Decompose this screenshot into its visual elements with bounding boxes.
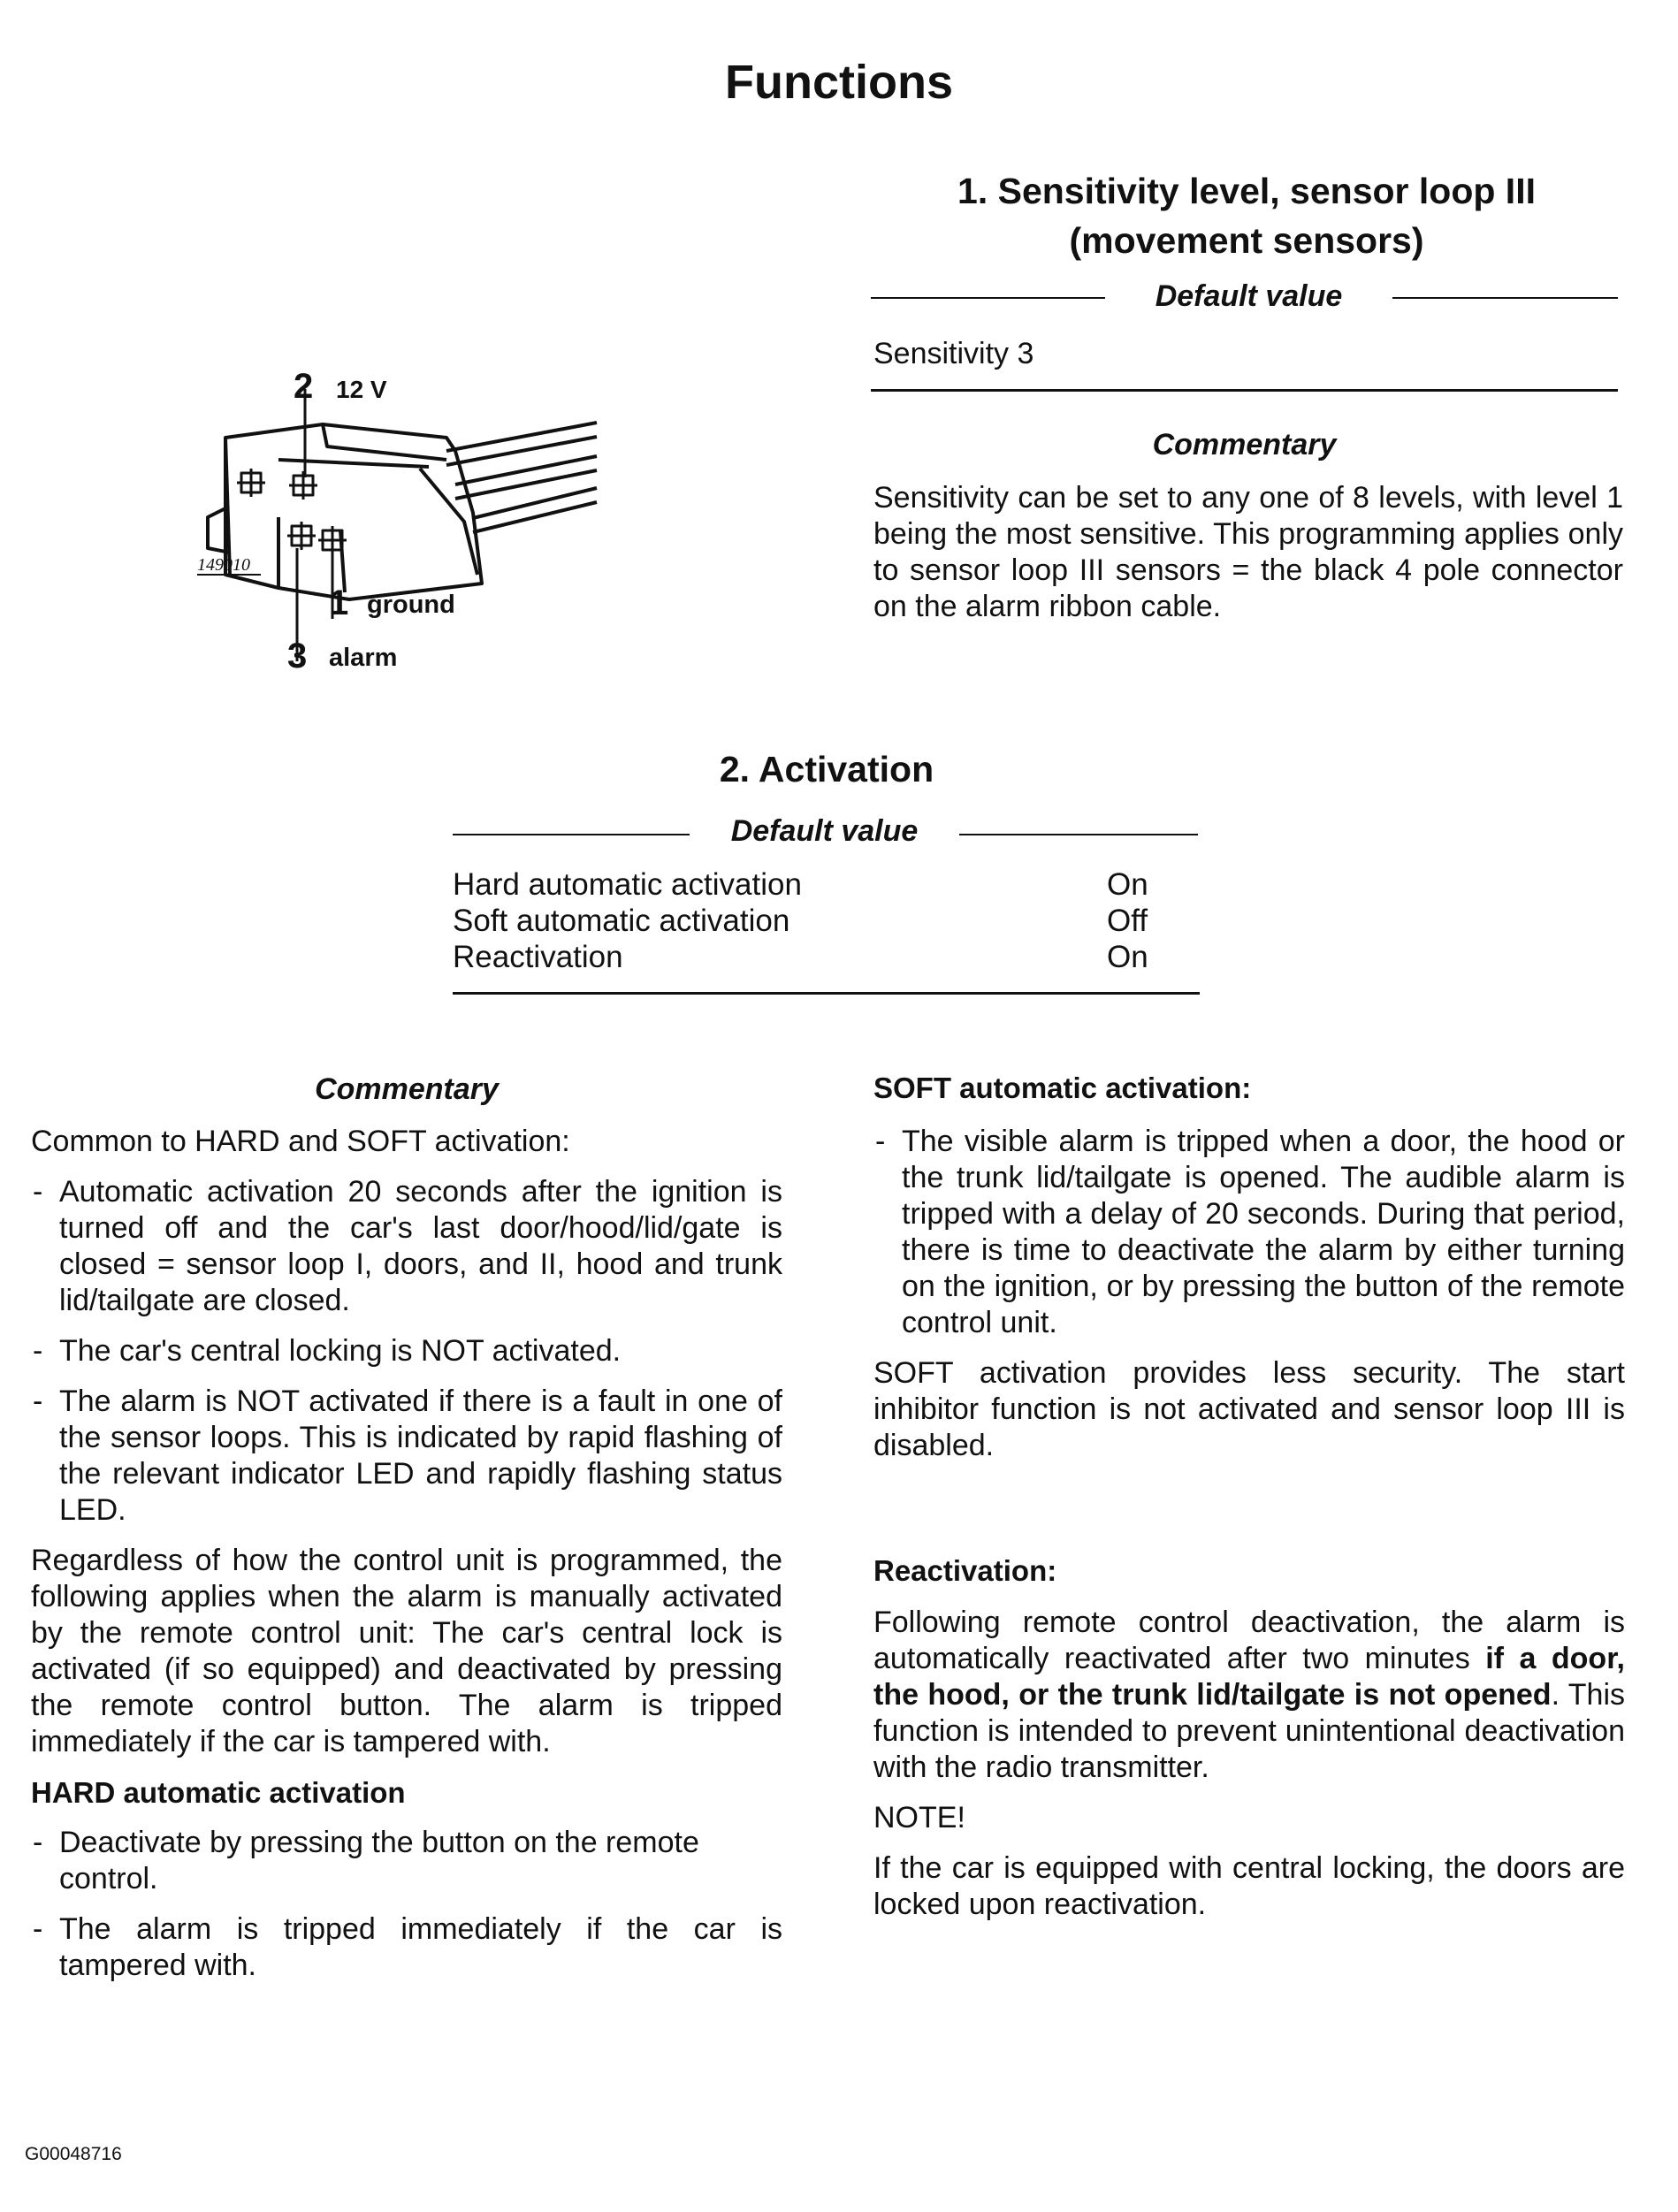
section1-default-label: Default value — [1155, 279, 1343, 313]
pin3-label: alarm — [329, 644, 398, 672]
list-item: - The visible alarm is tripped when a door, the hood or the trunk lid/tailgate is opened. The audible alarm is tripped with a delay of 20 seconds. During that period, there is time to deactivate the alarm by either turning on the ignition, or by pressing the button of the remote control unit. — [873, 1124, 1625, 1341]
row-name: Hard automatic activation — [453, 867, 802, 902]
divider-line — [1392, 297, 1618, 299]
list-item: - The alarm is NOT activated if there is a fault in one of the sensor loops. This is indicated by rapid flashing of the relevant indicator LED and rapidly flashing status LED. — [31, 1384, 782, 1529]
common-intro: Common to HARD and SOFT activation: — [31, 1125, 570, 1158]
connector-diagram — [190, 362, 632, 672]
note-text: If the car is equipped with central locking, the doors are locked upon reactivation. — [873, 1851, 1625, 1921]
table-row — [453, 939, 1160, 975]
reactivation-text-start: Following remote control deactivation, the alarm is automatically reactivated after two minutes — [873, 1606, 1625, 1675]
section1-heading-line2: (movement sensors) — [1069, 220, 1424, 261]
row-value: On — [1107, 940, 1148, 974]
diagram-ref-code: 149010 — [197, 555, 250, 575]
regardless-text: Regardless of how the control unit is programmed, the following applies when the alarm is manually activated by the remote control unit: The car's central lock is activated (if so equipped) and deactivated by pressing the remote control button. The alarm is tripped immediately if the car is tampered with. — [31, 1544, 782, 1758]
list-item: - Deactivate by pressing the button on the remote control. — [31, 1825, 782, 1897]
list-item: - The alarm is tripped immediately if the car is tampered with. — [31, 1911, 782, 1984]
reactivation-text — [873, 1605, 1625, 1786]
reactivation-heading: Reactivation: — [873, 1554, 1057, 1587]
section2-heading: 2. Activation — [719, 749, 934, 789]
section1-heading — [849, 166, 1644, 265]
soft-note: SOFT activation provides less security. The start inhibitor function is not activated and sensor loop III is disabled. — [873, 1356, 1625, 1462]
section1-commentary-text: Sensitivity can be set to any one of 8 levels, with level 1 being the most sensitive. This programming applies only to sensor loop III sensors = the black 4 pole connector on the alarm ribbon cable. — [873, 481, 1623, 623]
pin2-number: 2 — [294, 367, 314, 406]
section1-default-text: Sensitivity 3 — [873, 337, 1034, 370]
row-name: Reactivation — [453, 940, 623, 974]
soft-heading: SOFT automatic activation: — [873, 1072, 1252, 1104]
list-item: - The car's central locking is NOT activated. — [31, 1333, 782, 1369]
left-column — [31, 1072, 782, 1998]
connector-illustration — [190, 362, 632, 672]
pin1-number: 1 — [329, 584, 349, 622]
row-value: Off — [1107, 904, 1148, 938]
table-row — [453, 903, 1160, 939]
row-name: Soft automatic activation — [453, 904, 790, 938]
left-commentary-label: Commentary — [315, 1072, 499, 1106]
section1-commentary-label: Commentary — [1152, 428, 1337, 461]
note-label: NOTE! — [873, 1801, 965, 1834]
divider-line — [453, 992, 1200, 995]
divider-line — [959, 834, 1198, 835]
page-title: Functions — [725, 56, 953, 109]
footer-code: G00048716 — [25, 2144, 122, 2164]
section1-heading-line1: 1. Sensitivity level, sensor loop III — [957, 171, 1536, 211]
right-column — [873, 1070, 1625, 1937]
divider-line — [453, 834, 690, 835]
pin3-number: 3 — [287, 637, 308, 675]
hard-heading: HARD automatic activation — [31, 1776, 406, 1809]
pin1-label: ground — [367, 591, 455, 619]
reactivation-text-end: . This function is intended to prevent unintentional deactivation with the radio transmitter. — [873, 1678, 1625, 1784]
reactivation-text-bold: if a door, the hood, or the trunk lid/tailgate is not opened — [873, 1642, 1625, 1712]
table-row — [453, 866, 1160, 903]
list-item: - Automatic activation 20 seconds after the ignition is turned off and the car's last door/hood/lid/gate is closed = sensor loop I, doors, and II, hood and trunk lid/tailgate are closed. — [31, 1174, 782, 1319]
section2-default-label: Default value — [730, 814, 919, 848]
row-value: On — [1107, 867, 1148, 902]
divider-line — [871, 389, 1618, 392]
pin2-label: 12 V — [336, 376, 387, 403]
divider-line — [871, 297, 1105, 299]
activation-defaults-table — [453, 866, 1160, 975]
